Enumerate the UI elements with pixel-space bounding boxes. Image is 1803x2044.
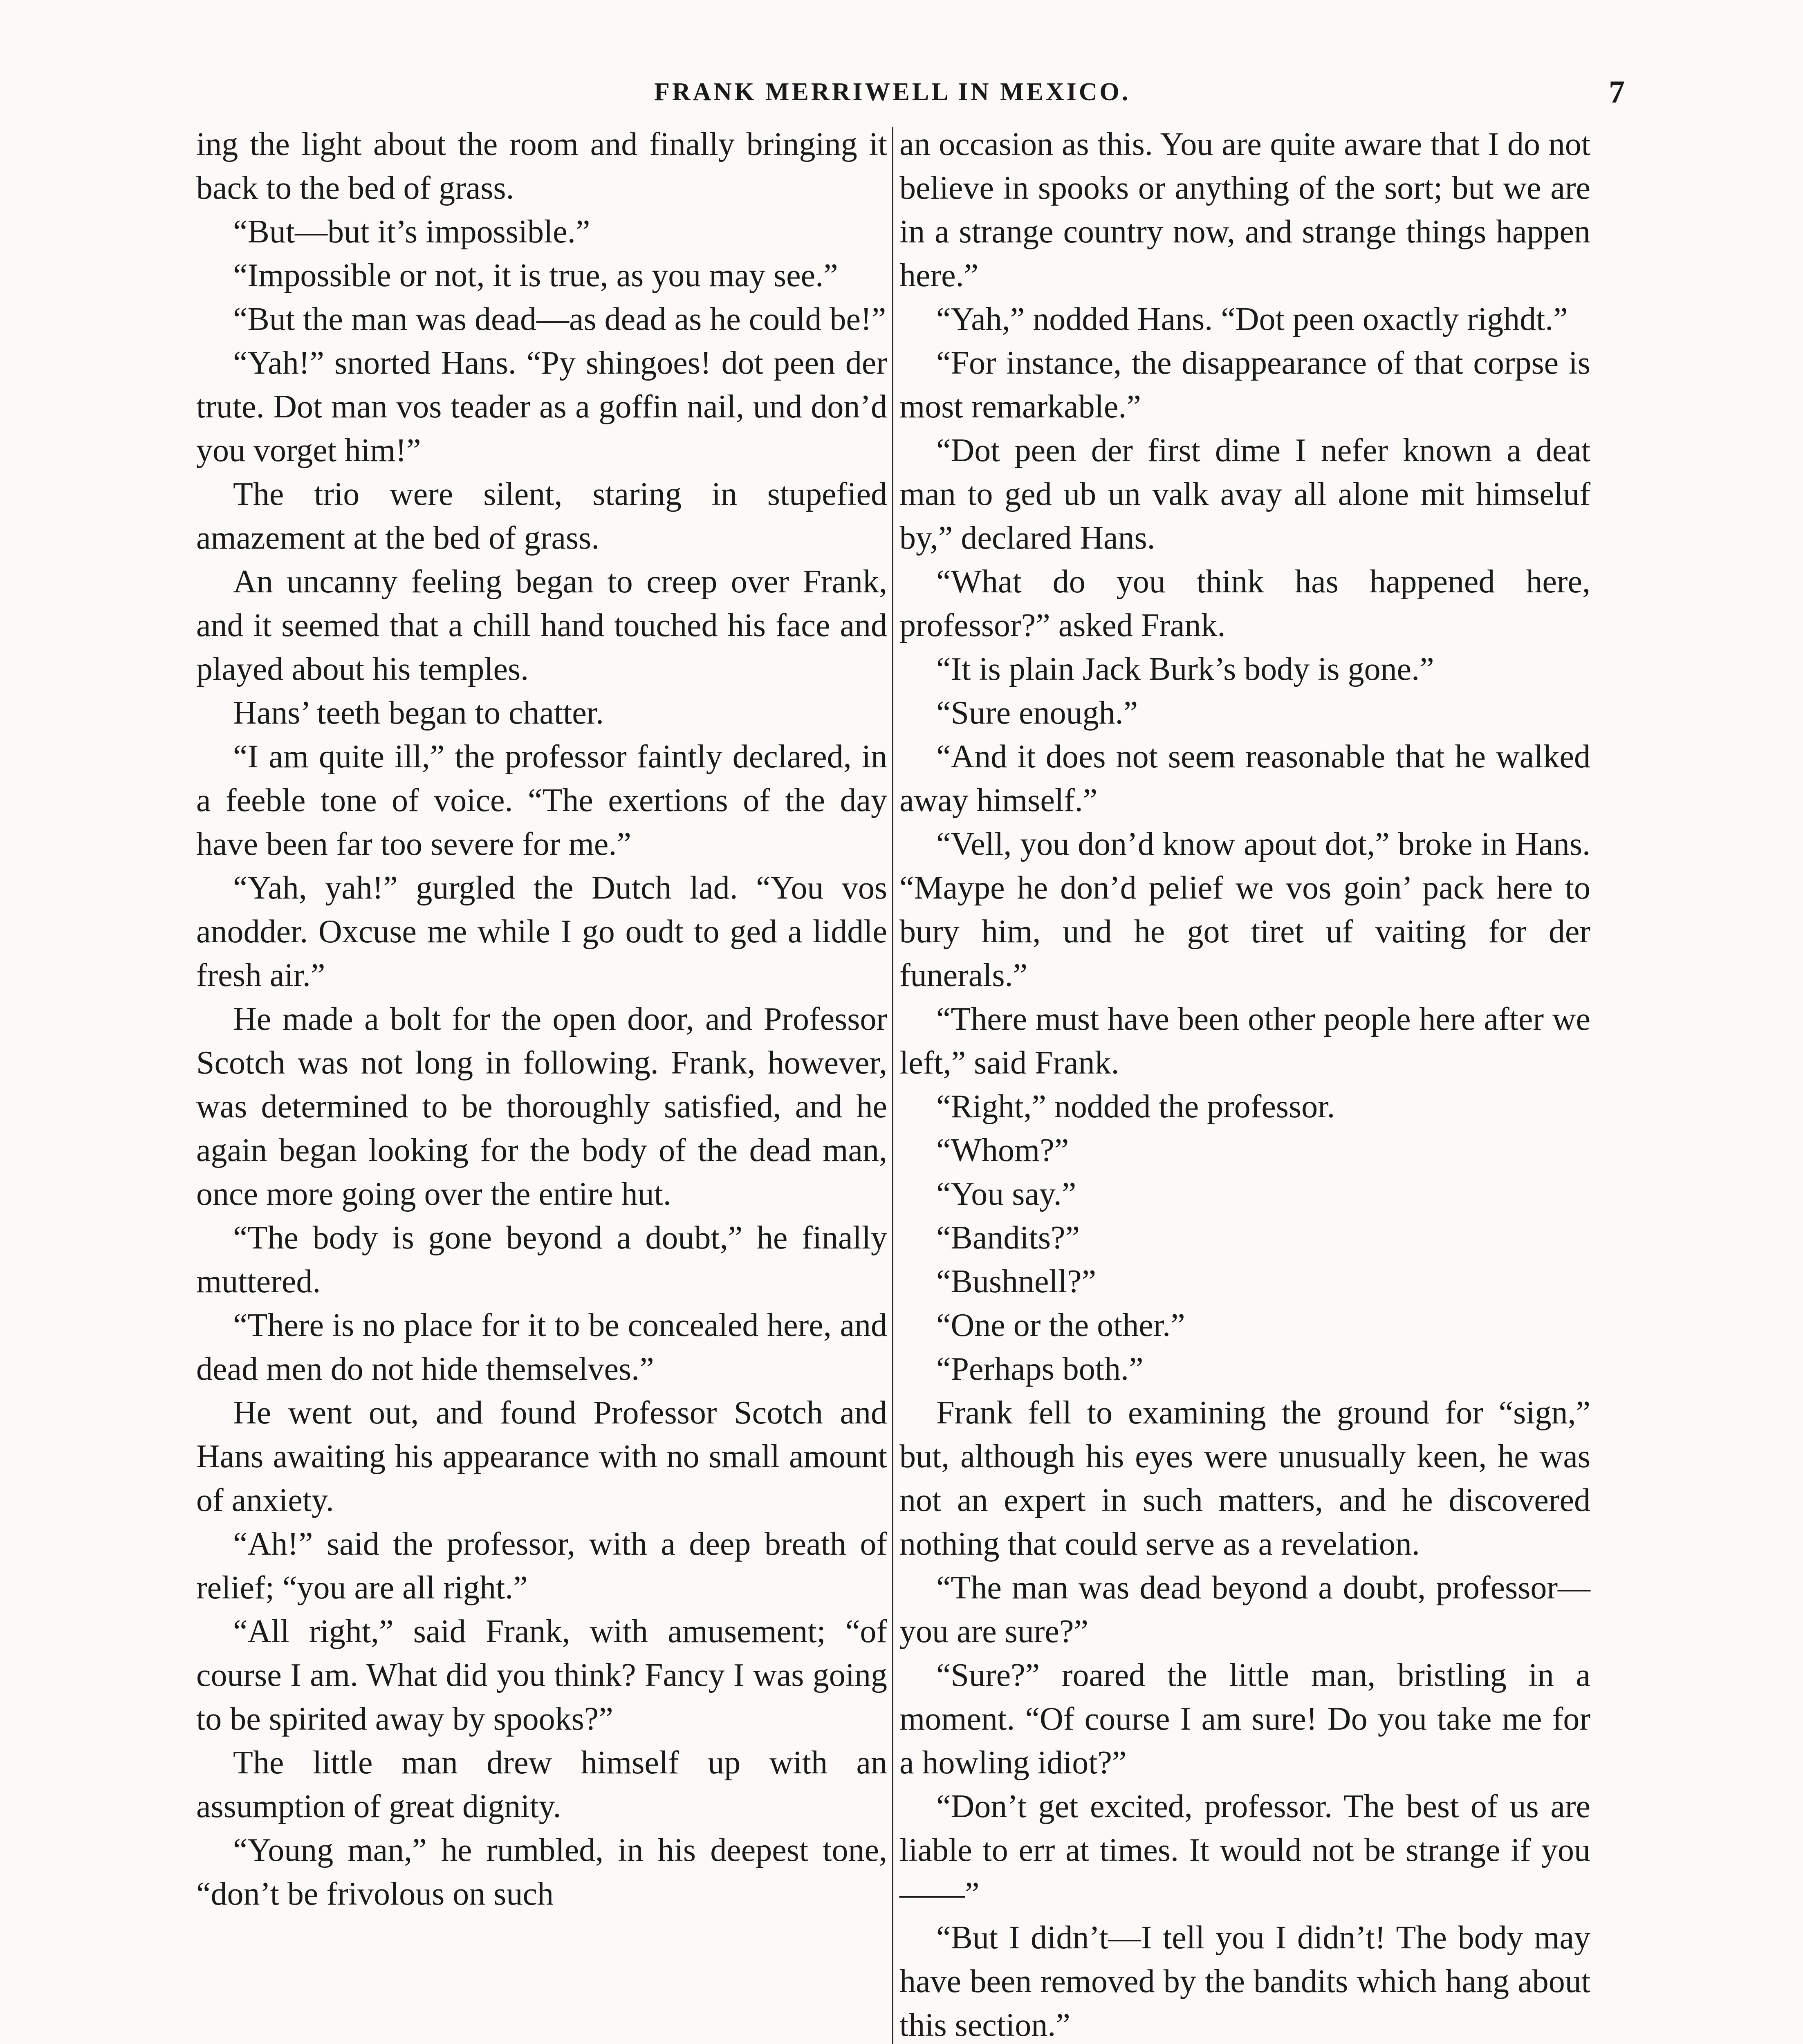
paragraph: “Young man,” he rumbled, in his deepest tone, “don’t be frivolous on such bbox=[196, 1832, 887, 1912]
paragraph: “Bushnell?” bbox=[936, 1264, 1096, 1300]
paragraph: “Right,” nodded the professor. bbox=[936, 1089, 1335, 1125]
page-header bbox=[196, 69, 1627, 119]
paragraph: Frank fell to examining the ground for “sign,” but, although his eyes were unusually keen, he was not an expert in such matters, and he discovered nothing that could serve as a revelation. bbox=[899, 1395, 1590, 1562]
paragraph: He went out, and found Professor Scotch and Hans awaiting his appearance with no small amount of anxiety. bbox=[196, 1395, 887, 1518]
paragraph: “Vell, you don’d know apout dot,” broke in Hans. “Maype he don’d pelief we vos goin’ pack here to bury him, und he got tiret uf vaiting for der funerals.” bbox=[899, 826, 1590, 993]
paragraph: “Ah!” said the professor, with a deep breath of relief; “you are all right.” bbox=[196, 1526, 887, 1606]
running-title: FRANK MERRIWELL IN MEXICO. bbox=[654, 78, 1131, 106]
right-column bbox=[899, 123, 1590, 2044]
paragraph: “And it does not seem reasonable that he walked away himself.” bbox=[899, 739, 1590, 818]
page-number: 7 bbox=[1609, 74, 1627, 110]
paragraph: an occasion as this. You are quite aware that I do not believe in spooks or anything of the sort; but we are in a strange country now, and strange things happen here.” bbox=[899, 126, 1590, 294]
left-column bbox=[196, 123, 887, 1916]
paragraph: “The body is gone beyond a doubt,” he finally muttered. bbox=[196, 1220, 887, 1300]
paragraph: The trio were silent, staring in stupefied amazement at the bed of grass. bbox=[196, 476, 887, 556]
paragraph: “The man was dead beyond a doubt, professor—you are sure?” bbox=[899, 1570, 1590, 1650]
paragraph: He made a bolt for the open door, and Professor Scotch was not long in following. Frank, however, was determined to be thoroughly satisfied, and he again began looking for the body of the dead man, once more going over the entire hut. bbox=[196, 1001, 887, 1212]
paragraph: The little man drew himself up with an assumption of great dignity. bbox=[196, 1745, 887, 1824]
paragraph: “You say.” bbox=[936, 1176, 1076, 1212]
paragraph: “Whom?” bbox=[936, 1132, 1069, 1168]
paragraph: “Impossible or not, it is true, as you may see.” bbox=[233, 258, 838, 294]
paragraph: “It is plain Jack Burk’s body is gone.” bbox=[936, 651, 1434, 687]
paragraph: ing the light about the room and finally bringing it back to the bed of grass. bbox=[196, 126, 887, 206]
paragraph: “What do you think has happened here, professor?” asked Frank. bbox=[899, 564, 1590, 643]
paragraph: “Dot peen der first dime I nefer known a deat man to ged ub un valk avay all alone mit himseluf by,” declared Hans. bbox=[899, 433, 1590, 556]
paragraph: “But I didn’t—I tell you I didn’t! The body may have been removed by the bandits which hang about this section.” bbox=[899, 1920, 1590, 2043]
paragraph: “There must have been other people here after we left,” said Frank. bbox=[899, 1001, 1590, 1081]
paragraph: “Don’t get excited, professor. The best of us are liable to err at times. It would not be strange if you——” bbox=[899, 1788, 1590, 1912]
column-divider bbox=[892, 127, 893, 2044]
paragraph: “Perhaps both.” bbox=[936, 1351, 1144, 1387]
paragraph: “One or the other.” bbox=[936, 1307, 1185, 1343]
paragraph: “Yah!” snorted Hans. “Py shingoes! dot peen der trute. Dot man vos teader as a goffin nail, und don’d you vorget him!” bbox=[196, 345, 887, 468]
paragraph: “There is no place for it to be concealed here, and dead men do not hide themselves.” bbox=[196, 1307, 887, 1387]
paragraph: “Sure enough.” bbox=[936, 695, 1138, 731]
paragraph: “I am quite ill,” the professor faintly declared, in a feeble tone of voice. “The exertions of the day have been far too severe for me.” bbox=[196, 739, 887, 862]
paragraph: “Sure?” roared the little man, bristling in a moment. “Of course I am sure! Do you take me for a howling idiot?” bbox=[899, 1657, 1590, 1781]
paragraph: An uncanny feeling began to creep over Frank, and it seemed that a chill hand touched his face and played about his temples. bbox=[196, 564, 887, 687]
paragraph: “Yah, yah!” gurgled the Dutch lad. “You vos anodder. Oxcuse me while I go oudt to ged a liddle fresh air.” bbox=[196, 870, 887, 993]
paragraph: “Bandits?” bbox=[936, 1220, 1080, 1256]
paragraph: “Yah,” nodded Hans. “Dot peen oxactly righdt.” bbox=[936, 301, 1568, 337]
paragraph: “All right,” said Frank, with amusement; “of course I am. What did you think? Fancy I was going to be spirited away by spooks?” bbox=[196, 1614, 887, 1737]
paragraph: “But the man was dead—as dead as he could be!” bbox=[233, 301, 886, 337]
paragraph: “For instance, the disappearance of that corpse is most remarkable.” bbox=[899, 345, 1590, 425]
paragraph: Hans’ teeth began to chatter. bbox=[233, 695, 604, 731]
paragraph: “But—but it’s impossible.” bbox=[233, 214, 590, 250]
